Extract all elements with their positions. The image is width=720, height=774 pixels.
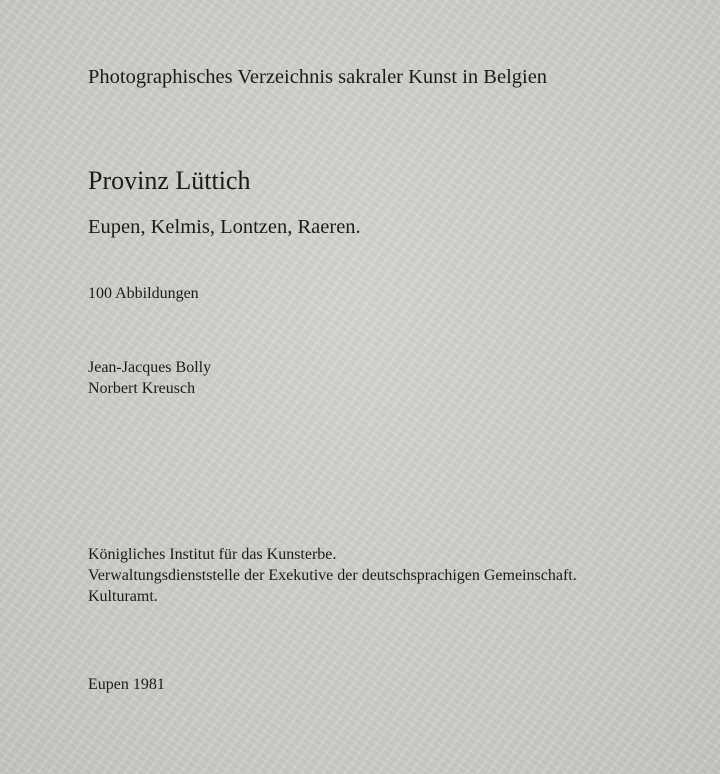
- illustration-count: 100 Abbildungen: [88, 285, 199, 302]
- author-name: Jean-Jacques Bolly: [88, 359, 212, 376]
- publisher-line: Kulturamt.: [88, 588, 158, 605]
- publisher-line: Verwaltungsdienststelle der Exekutive der deutschsprachigen Gemeinschaft.: [88, 567, 577, 584]
- authors-block: [88, 357, 211, 399]
- book-title: Provinz Lüttich: [88, 166, 251, 195]
- series-title: Photographisches Verzeichnis sakraler Kunst in Belgien: [88, 66, 548, 88]
- author-name: Norbert Kreusch: [88, 380, 196, 397]
- publisher-line: Königliches Institut für das Kunsterbe.: [88, 546, 337, 563]
- publisher-block: [88, 544, 577, 607]
- subtitle-places: Eupen, Kelmis, Lontzen, Raeren.: [88, 216, 361, 238]
- imprint-place-year: Eupen 1981: [88, 676, 165, 693]
